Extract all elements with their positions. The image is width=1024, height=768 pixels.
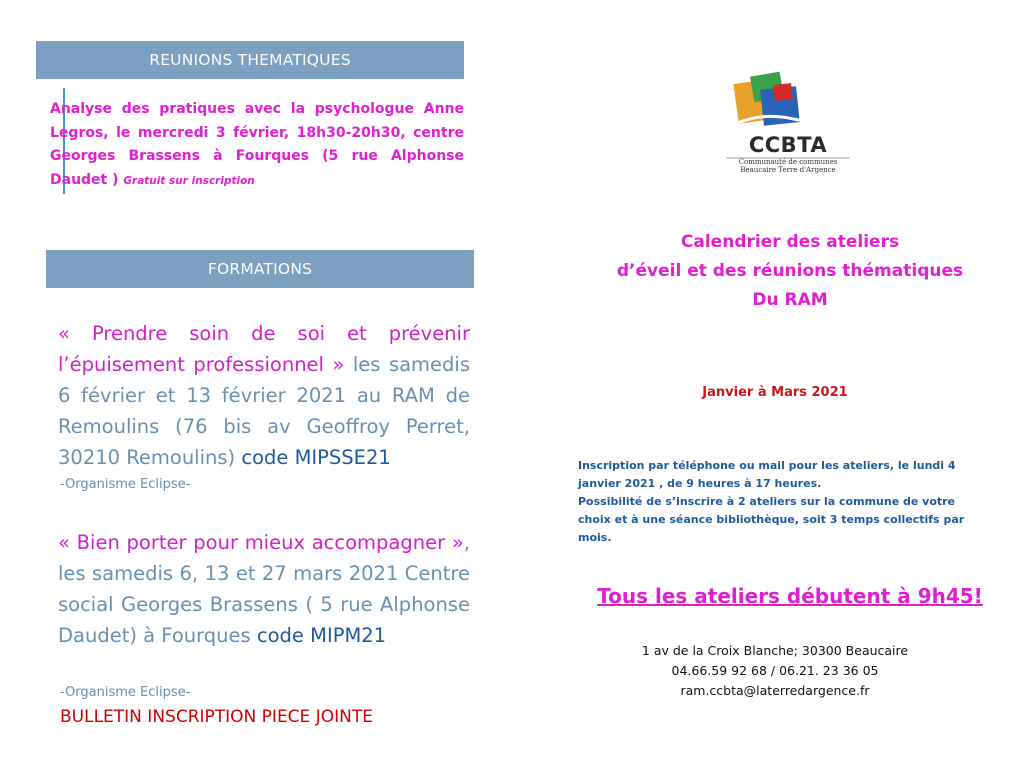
contact-email[interactable]: ram.ccbta@laterredargence.fr [680, 683, 870, 698]
inscription-info [578, 457, 983, 547]
formation-item [58, 527, 470, 651]
inscription-text-2: Possibilité de s’inscrire à 2 ateliers sur la commune de votre choix et à une séance bibliothèque, soit 3 temps collectifs par mois. [578, 495, 965, 544]
calendar-period: Janvier à Mars 2021 [702, 385, 848, 400]
calendar-title [580, 228, 1000, 315]
logo-subtitle-line1: Communauté de communes [738, 158, 838, 166]
reunions-header: REUNIONS THEMATIQUES [36, 41, 464, 79]
formation-code: code MIPSSE21 [241, 446, 391, 469]
ateliers-start-highlight: Tous les ateliers débutent à 9h45! [597, 584, 983, 608]
formation-organisme: -Organisme Eclipse- [60, 477, 191, 492]
calendar-title-line1: Calendrier des ateliers [680, 232, 900, 252]
reunions-note: Gratuit sur inscription [123, 174, 255, 187]
formation-title: « Prendre soin de soi et prévenir l’épuisement professionnel » [58, 322, 470, 376]
calendar-title-line2: d’éveil et des réunions thématiques [616, 261, 964, 281]
formation-organisme: -Organisme Eclipse- [60, 685, 191, 700]
contact-address: 1 av de la Croix Blanche; 30300 Beaucaire [641, 643, 909, 658]
contact-phones: 04.66.59 92 68 / 06.21. 23 36 05 [671, 663, 879, 678]
calendar-title-line3: Du RAM [752, 290, 828, 310]
formation-details: , les samedis 6, 13 et 27 mars 2021 Centre social Georges Brassens ( 5 rue Alphonse Daudet) à Fourques [58, 531, 470, 647]
formations-header: FORMATIONS [46, 250, 474, 288]
formation-item [58, 318, 470, 473]
formation-details: les samedis 6 février et 13 février 2021 au RAM de Remoulins (76 bis av Geoffroy Perret, 30210 Remoulins) [58, 353, 470, 469]
reunions-description: Analyse des pratiques avec la psychologue Anne Legros, le mercredi 3 février, 18h30-20h30, centre Georges Brassens à Fourques (5 rue Alphonse Daudet ) [50, 101, 464, 188]
logo-subtitle [718, 158, 858, 174]
formation-title: « Bien porter pour mieux accompagner » [58, 531, 464, 554]
contact-block [600, 641, 950, 701]
logo-name: CCBTA [748, 133, 828, 157]
bulletin-inscription: BULLETIN INSCRIPTION PIECE JOINTE [60, 707, 373, 727]
reunions-text [50, 98, 464, 193]
logo-subtitle-line2: Beaucaire Terre d'Argence [740, 166, 836, 174]
inscription-text-1: Inscription par téléphone ou mail pour les ateliers, le lundi 4 janvier 2021 , de 9 heures à 17 heures. [578, 459, 956, 490]
formation-code: code MIPM21 [256, 624, 387, 647]
